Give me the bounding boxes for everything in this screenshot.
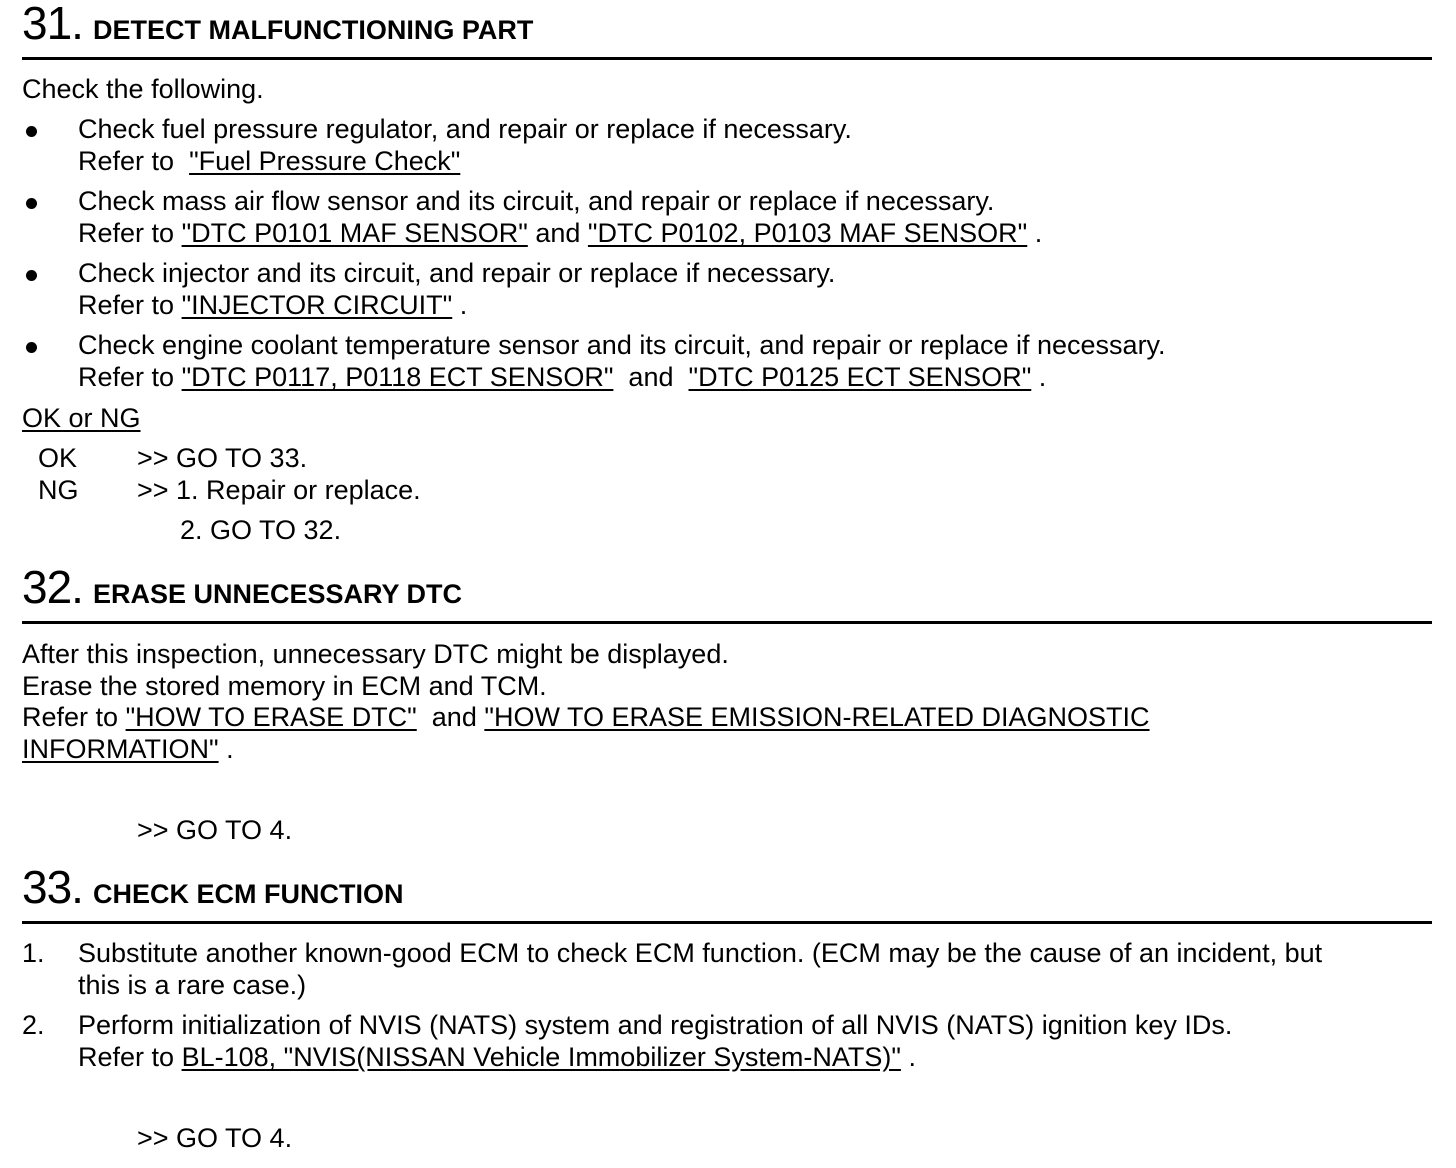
ok-action: >> GO TO 33. <box>137 443 308 473</box>
ng-action-2: 2. GO TO 32. <box>180 515 342 545</box>
step-32-title: ERASE UNNECESSARY DTC <box>92 579 463 609</box>
ok-or-ng-heading: OK or NG <box>22 403 141 433</box>
ok-label: OK <box>38 443 78 473</box>
ng-label: NG <box>38 475 79 505</box>
step-31-item-2-ref <box>78 217 1042 249</box>
refer-to-label: Refer to <box>78 290 175 320</box>
step-33-item-2-text: Perform initialization of NVIS (NATS) system and registration of all NVIS (NATS) ignition key IDs. <box>78 1010 1233 1040</box>
step-32-divider <box>22 621 1432 624</box>
bl-108-nvis-link[interactable]: BL-108, "NVIS(NISSAN Vehicle Immobilizer System-NATS)" <box>181 1042 901 1072</box>
bullet-icon <box>26 342 37 353</box>
and-label: and <box>535 218 581 248</box>
period: . <box>1038 362 1047 392</box>
step-31-divider <box>22 57 1432 60</box>
step-31-item-4-ref <box>78 361 1046 393</box>
step-31-item-2-text: Check mass air flow sensor and its circuit, and repair or replace if necessary. <box>78 186 995 216</box>
period: . <box>908 1042 916 1072</box>
step-33-item-2-ref <box>78 1041 916 1073</box>
refer-to-label: Refer to <box>78 218 175 248</box>
dtc-p0101-maf-sensor-link[interactable]: "DTC P0101 MAF SENSOR" <box>181 218 528 248</box>
dtc-p0125-ect-sensor-link[interactable]: "DTC P0125 ECT SENSOR" <box>688 362 1032 392</box>
period: . <box>226 734 234 764</box>
dtc-p0117-p0118-ect-sensor-link[interactable]: "DTC P0117, P0118 ECT SENSOR" <box>181 362 614 392</box>
step-31-item-4-text: Check engine coolant temperature sensor and its circuit, and repair or replace if necessary. <box>78 330 1166 360</box>
step-31-number: 31. <box>22 0 83 49</box>
step-32-line-1: After this inspection, unnecessary DTC might be displayed. <box>22 639 729 669</box>
step-33-number: 33. <box>22 861 83 913</box>
how-to-erase-emission-info-link[interactable]: "HOW TO ERASE EMISSION-RELATED DIAGNOSTIC <box>484 702 1150 732</box>
refer-to-label: Refer to <box>78 146 175 176</box>
step-31-item-1-ref <box>78 145 460 177</box>
step-31-item-1-text: Check fuel pressure regulator, and repair or replace if necessary. <box>78 114 852 144</box>
dtc-p0102-p0103-maf-sensor-link[interactable]: "DTC P0102, P0103 MAF SENSOR" <box>587 218 1028 248</box>
step-32-line-2: Erase the stored memory in ECM and TCM. <box>22 671 547 701</box>
step-33-item-2-num: 2. <box>22 1010 45 1040</box>
bullet-icon <box>26 198 37 209</box>
step-32-ref-line-2 <box>22 733 234 765</box>
step-33-item-1-num: 1. <box>22 938 45 968</box>
refer-to-label: Refer to <box>78 362 175 392</box>
ng-action-1: >> 1. Repair or replace. <box>137 475 421 505</box>
how-to-erase-dtc-link[interactable]: "HOW TO ERASE DTC" <box>125 702 417 732</box>
fuel-pressure-check-link[interactable]: "Fuel Pressure Check" <box>189 146 461 176</box>
step-32-ref-line <box>22 701 1150 733</box>
step-33-heading <box>22 861 404 913</box>
and-label: and <box>628 362 674 392</box>
step-33-item-1-text: Substitute another known-good ECM to check ECM function. (ECM may be the cause of an incident, but <box>78 938 1323 968</box>
how-to-erase-emission-info-link-cont[interactable]: INFORMATION" <box>22 734 219 764</box>
step-31-title: DETECT MALFUNCTIONING PART <box>92 15 534 45</box>
refer-to-label: Refer to <box>78 1042 175 1072</box>
period: . <box>1034 218 1043 248</box>
and-label: and <box>431 702 477 732</box>
period: . <box>459 290 468 320</box>
step-33-title: CHECK ECM FUNCTION <box>92 879 404 909</box>
step-32-goto: >> GO TO 4. <box>137 815 293 845</box>
step-31-item-3-text: Check injector and its circuit, and repair or replace if necessary. <box>78 258 836 288</box>
refer-to-label: Refer to <box>22 702 119 732</box>
step-31-intro: Check the following. <box>22 74 264 104</box>
step-31-item-3-ref <box>78 289 467 321</box>
injector-circuit-link[interactable]: "INJECTOR CIRCUIT" <box>181 290 453 320</box>
bullet-icon <box>26 126 37 137</box>
step-32-heading <box>22 561 463 613</box>
step-33-item-1-text-cont: this is a rare case.) <box>78 970 307 1000</box>
bullet-icon <box>26 270 37 281</box>
step-31-heading <box>22 0 533 48</box>
step-32-number: 32. <box>22 561 83 613</box>
step-33-divider <box>22 921 1432 924</box>
step-33-goto: >> GO TO 4. <box>137 1123 293 1153</box>
